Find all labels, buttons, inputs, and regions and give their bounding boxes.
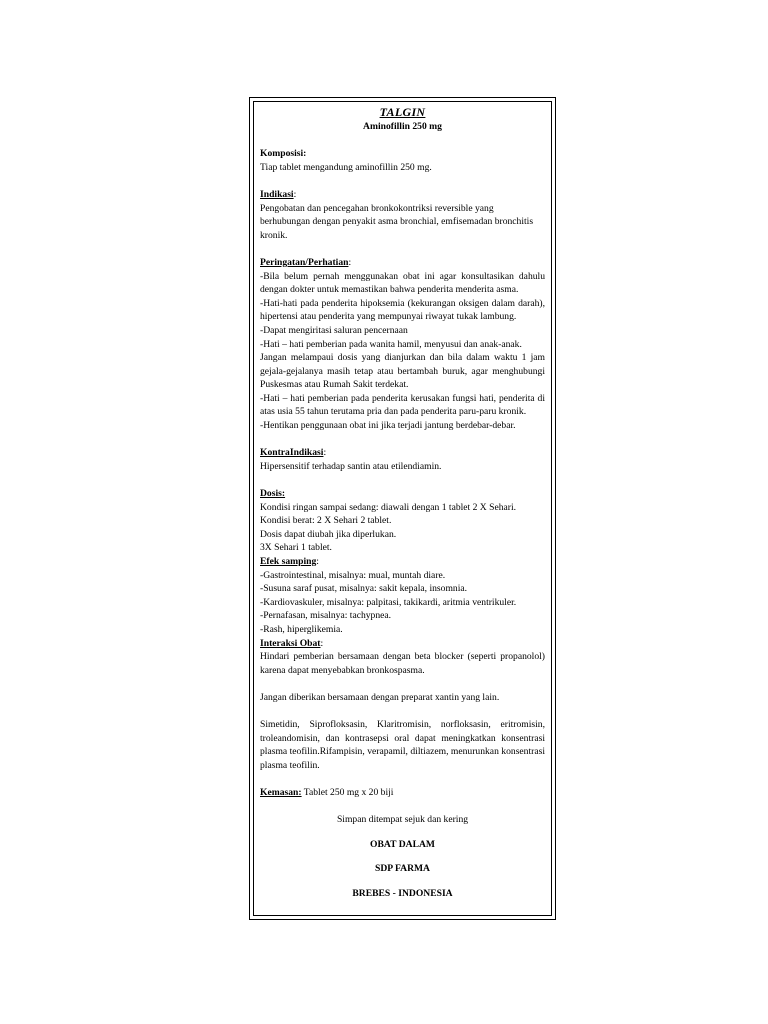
- kontraindikasi-colon: :: [323, 447, 327, 459]
- dosis-line-2: Kondisi berat: 2 X Sehari 2 tablet.: [260, 515, 392, 527]
- indikasi-label: Indikasi: [260, 188, 294, 200]
- interaksi-heading: [260, 637, 545, 651]
- interaksi-paragraph-1: Hindari pemberian bersamaan dengan beta blocker (seperti propanolol) karena dapat menyebabkan bronkospasma.: [260, 651, 545, 676]
- efek-samping-heading: [260, 555, 545, 569]
- peringatan-item-6: -Hati – hati pemberian pada penderita kerusakan fungsi hati, penderita di atas usia 55 tahun terutama pria dan pada penderita paru-paru kronik.: [260, 392, 545, 418]
- storage-instruction: Simpan ditempat sejuk dan kering: [336, 814, 469, 826]
- peringatan-item-5: Jangan melampaui dosis yang dianjurkan dan bila dalam waktu 1 jam gejala-gejalanya masih tetap atau bertambah buruk, agar menghubungi Puskesmas atau Rumah Sakit terdekat.: [260, 352, 545, 391]
- peringatan-heading: [260, 256, 545, 270]
- interaksi-colon: :: [320, 637, 324, 649]
- efek-samping-line-4: -Pernafasan, misalnya: tachypnea.: [260, 610, 392, 622]
- peringatan-colon: :: [348, 256, 352, 268]
- indikasi-line-2: berhubungan dengan penyakit asma bronchial, emfisemadan bronchitis: [260, 216, 534, 228]
- peringatan-item-7: -Hentikan penggunaan obat ini jika terjadi jantung berdebar-debar.: [260, 420, 516, 432]
- manufacturer-location: BREBES - INDONESIA: [352, 888, 453, 900]
- dosis-line-3: Dosis dapat diubah jika diperlukan.: [260, 528, 397, 540]
- kontraindikasi-heading: [260, 446, 545, 460]
- kemasan-line: [260, 786, 545, 800]
- indikasi-line-1: Pengobatan dan pencegahan bronkokontriksi reversible yang: [260, 202, 494, 214]
- peringatan-label: Peringatan/Perhatian: [260, 256, 349, 268]
- product-title: TALGIN: [379, 105, 426, 119]
- efek-samping-line-5: -Rash, hiperglikemia.: [260, 623, 343, 635]
- indikasi-colon: :: [293, 188, 297, 200]
- komposisi-text: Tiap tablet mengandung aminofillin 250 mg.: [260, 161, 432, 173]
- kontraindikasi-text: Hipersensitif terhadap santin atau etilendiamin.: [260, 460, 442, 472]
- indikasi-heading: [260, 188, 545, 202]
- leaflet-body: [253, 101, 552, 916]
- peringatan-item-1: -Bila belum pernah menggunakan obat ini agar konsultasikan dahulu dengan dokter untuk memastikan bahwa penderita menderita asma.: [260, 270, 545, 296]
- kemasan-text: Tablet 250 mg x 20 biji: [301, 787, 394, 799]
- leaflet-outer-border: [249, 97, 556, 920]
- dosis-line-1: Kondisi ringan sampai sedang: diawali dengan 1 tablet 2 X Sehari.: [260, 501, 517, 513]
- product-subtitle: Aminofillin 250 mg: [363, 121, 442, 132]
- dosis-line-4: 3X Sehari 1 tablet.: [260, 542, 332, 554]
- efek-samping-line-2: -Susuna saraf pusat, misalnya: sakit kepala, insomnia.: [260, 583, 468, 595]
- efek-samping-label: Efek samping: [260, 556, 317, 567]
- efek-samping-colon: :: [316, 556, 319, 567]
- dosis-label: Dosis:: [260, 488, 286, 500]
- peringatan-item-2: -Hati-hati pada penderita hipoksemia (kekurangan oksigen dalam darah), hipertensi atau penderita yang mempunyai riwayat tukak lambung.: [260, 297, 545, 323]
- komposisi-label: Komposisi:: [260, 148, 307, 160]
- peringatan-item-4: -Hati – hati pemberian pada wanita hamil, menyusui dan anak-anak.: [260, 338, 522, 350]
- peringatan-item-3: -Dapat mengiritasi saluran pencernaan: [260, 324, 408, 336]
- interaksi-paragraph-2: Jangan diberikan bersamaan dengan preparat xantin yang lain.: [260, 691, 500, 703]
- kontraindikasi-label: KontraIndikasi: [260, 447, 324, 459]
- usage-label: OBAT DALAM: [370, 838, 435, 850]
- interaksi-paragraph-3: Simetidin, Siprofloksasin, Klaritromisin, norfloksasin, eritromisin, troleandomisin, dan kontrasepsi oral dapat meningkatkan konsentrasi plasma teofilin.Rifampisin, verapamil, diltiazem, menurunkan konsentrasi plasma teofilin.: [260, 719, 545, 771]
- kemasan-label: Kemasan:: [260, 787, 302, 799]
- efek-samping-line-1: -Gastrointestinal, misalnya: mual, muntah diare.: [260, 569, 446, 581]
- manufacturer-name: SDP FARMA: [375, 863, 430, 875]
- efek-samping-line-3: -Kardiovaskuler, misalnya: palpitasi, takikardi, aritmia ventrikuler.: [260, 596, 517, 608]
- indikasi-line-3: kronik.: [260, 229, 288, 241]
- dosis-heading: [260, 487, 545, 501]
- interaksi-label: Interaksi Obat: [260, 637, 321, 649]
